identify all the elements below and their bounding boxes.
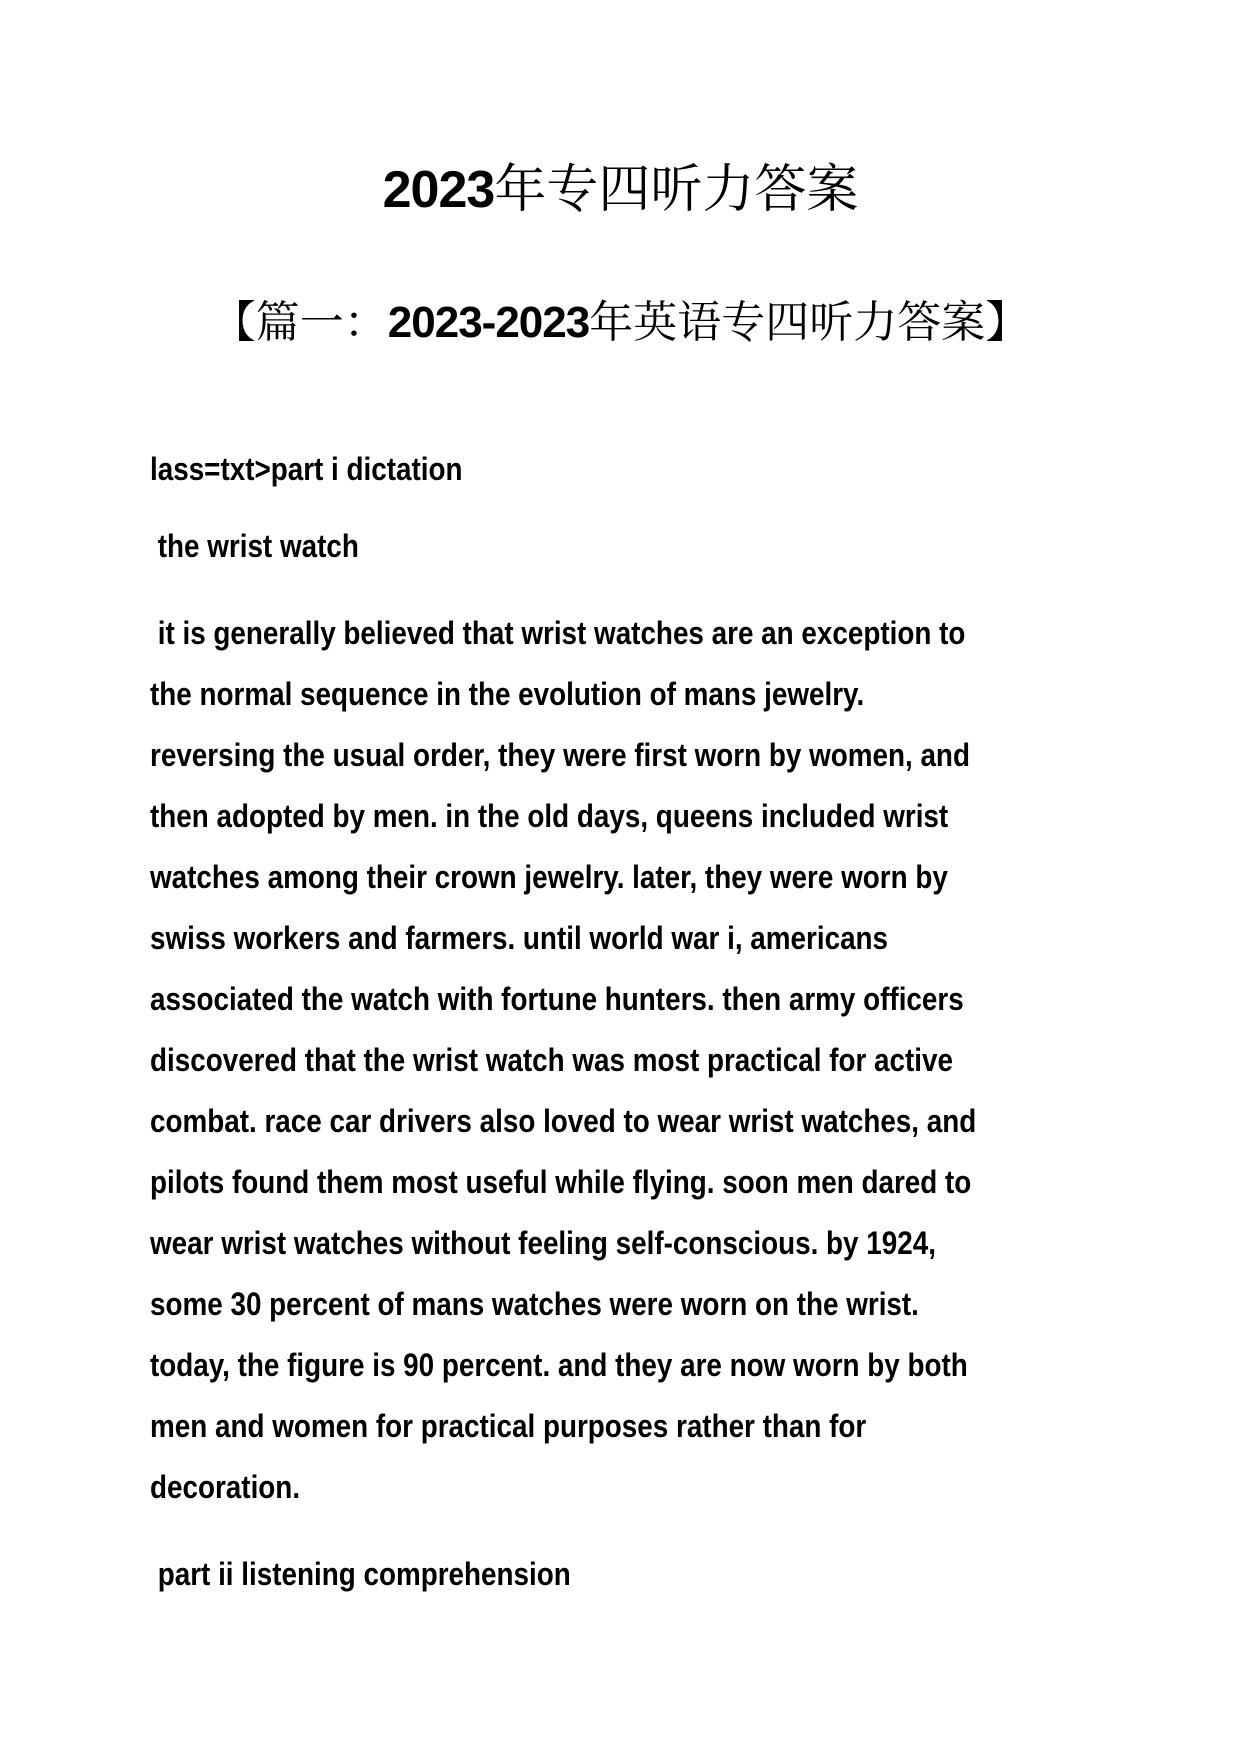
paragraph-line: decoration.	[150, 1469, 301, 1505]
paragraph-line: swiss workers and farmers. until world war i, americans	[150, 920, 889, 956]
paragraph-line: the normal sequence in the evolution of mans jewelry.	[150, 676, 865, 712]
subtitle-years: 2023-2023	[387, 298, 590, 347]
document-title	[0, 155, 1241, 226]
paragraph-line: watches among their crown jewelry. later, they were worn by	[150, 859, 948, 895]
subtitle-open-bracket: 【篇一：	[211, 298, 388, 347]
subtitle-close-bracket: 年英语专四听力答案】	[589, 298, 1030, 347]
paragraph-line: some 30 percent of mans watches were worn on the wrist.	[150, 1286, 919, 1322]
meta-line: lass=txt>part i dictation	[150, 451, 463, 487]
paragraph-line: discovered that the wrist watch was most practical for active	[150, 1042, 953, 1078]
paragraph-line: men and women for practical purposes rather than for	[150, 1408, 867, 1444]
dictation-paragraph	[150, 603, 1151, 1518]
paragraph-line: associated the watch with fortune hunters. then army officers	[150, 981, 964, 1017]
document-body	[150, 452, 1151, 1591]
paragraph-line: wear wrist watches without feeling self-conscious. by 1924,	[150, 1225, 936, 1261]
paragraph-line: reversing the usual order, they were first worn by women, and	[150, 737, 970, 773]
dictation-heading: the wrist watch	[150, 528, 359, 564]
paragraph-line: combat. race car drivers also loved to wear wrist watches, and	[150, 1103, 977, 1139]
paragraph-line: pilots found them most useful while flying. soon men dared to	[150, 1164, 972, 1200]
paragraph-line: it is generally believed that wrist watches are an exception to	[150, 615, 966, 651]
paragraph-line: today, the figure is 90 percent. and they are now worn by both	[150, 1347, 968, 1383]
footer-line: part ii listening comprehension	[150, 1556, 571, 1592]
paragraph-line: then adopted by men. in the old days, queens included wrist	[150, 798, 949, 834]
title-year: 2023	[382, 161, 495, 219]
title-text: 年专四听力答案	[494, 162, 859, 219]
document-subtitle	[0, 293, 1241, 352]
